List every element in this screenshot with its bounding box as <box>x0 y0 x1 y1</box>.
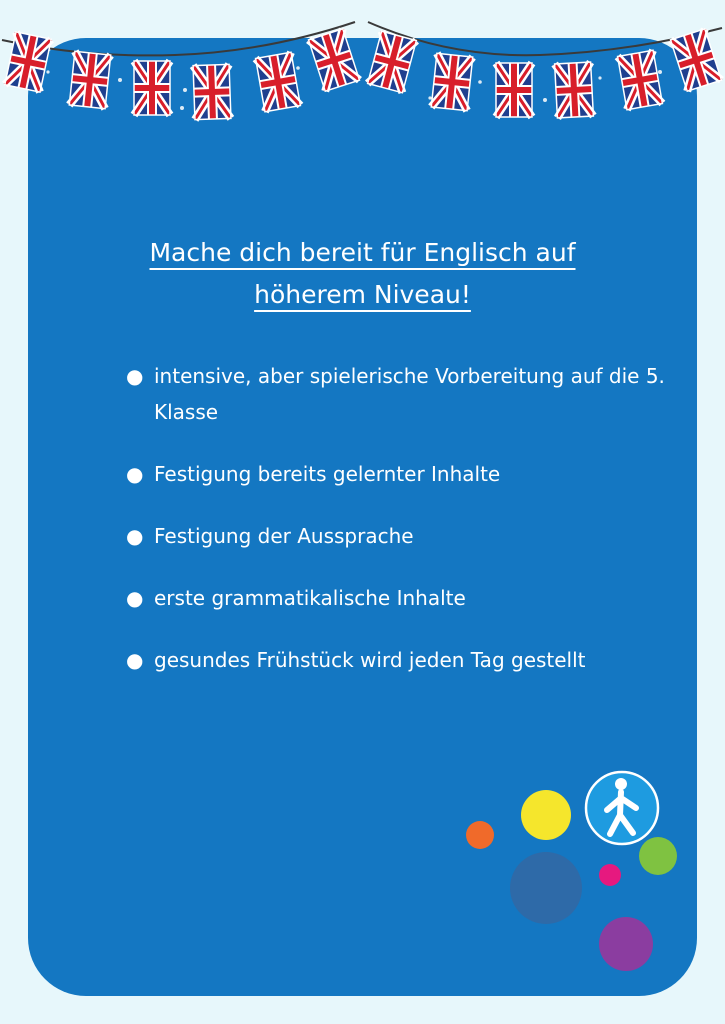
union-jack-flag-icon <box>496 63 532 117</box>
headline-line-2: höherem Niveau! <box>254 280 471 309</box>
list-item <box>126 358 666 430</box>
union-jack-flag-icon <box>555 62 594 118</box>
union-jack-flag-icon <box>256 52 301 111</box>
steel-dot <box>510 852 582 924</box>
bullet-icon: ● <box>126 524 144 548</box>
bullet-icon: ● <box>126 648 144 672</box>
union-jack-flag-icon <box>671 29 722 91</box>
list-item <box>126 518 666 554</box>
list-item-text: Festigung der Aussprache <box>154 524 414 548</box>
union-jack-flag-icon <box>368 31 417 92</box>
feature-list <box>126 358 666 678</box>
flag-bunting <box>0 0 725 150</box>
school-logo <box>440 760 700 990</box>
purple-dot <box>599 917 653 971</box>
list-item-text: gesundes Frühstück wird jeden Tag gestellt <box>154 648 586 672</box>
union-jack-flag-icon <box>134 61 170 115</box>
union-jack-flag-icon <box>69 51 110 108</box>
union-jack-flag-icon <box>618 50 663 109</box>
list-item-text: erste grammatikalische Inhalte <box>154 586 466 610</box>
pink-dot <box>599 864 621 886</box>
yellow-dot <box>521 790 571 840</box>
list-item-text: Festigung bereits gelernter Inhalte <box>154 462 501 486</box>
bullet-icon: ● <box>126 462 144 486</box>
union-jack-flag-icon <box>431 53 472 110</box>
list-item-text: intensive, aber spielerische Vorbereitung auf die 5. Klasse <box>154 364 665 424</box>
headline-line-1: Mache dich bereit für Englisch auf <box>149 238 576 267</box>
bullet-icon: ● <box>126 586 144 610</box>
list-item <box>126 580 666 616</box>
union-jack-flag-icon <box>5 32 51 92</box>
union-jack-flag-icon <box>193 64 231 119</box>
green-dot <box>639 837 677 875</box>
list-item <box>126 642 666 678</box>
orange-dot <box>466 821 494 849</box>
list-item <box>126 456 666 492</box>
page-headline <box>60 232 665 316</box>
union-jack-flag-icon <box>309 29 360 91</box>
walking-child-icon <box>586 772 658 844</box>
bullet-icon: ● <box>126 364 144 388</box>
